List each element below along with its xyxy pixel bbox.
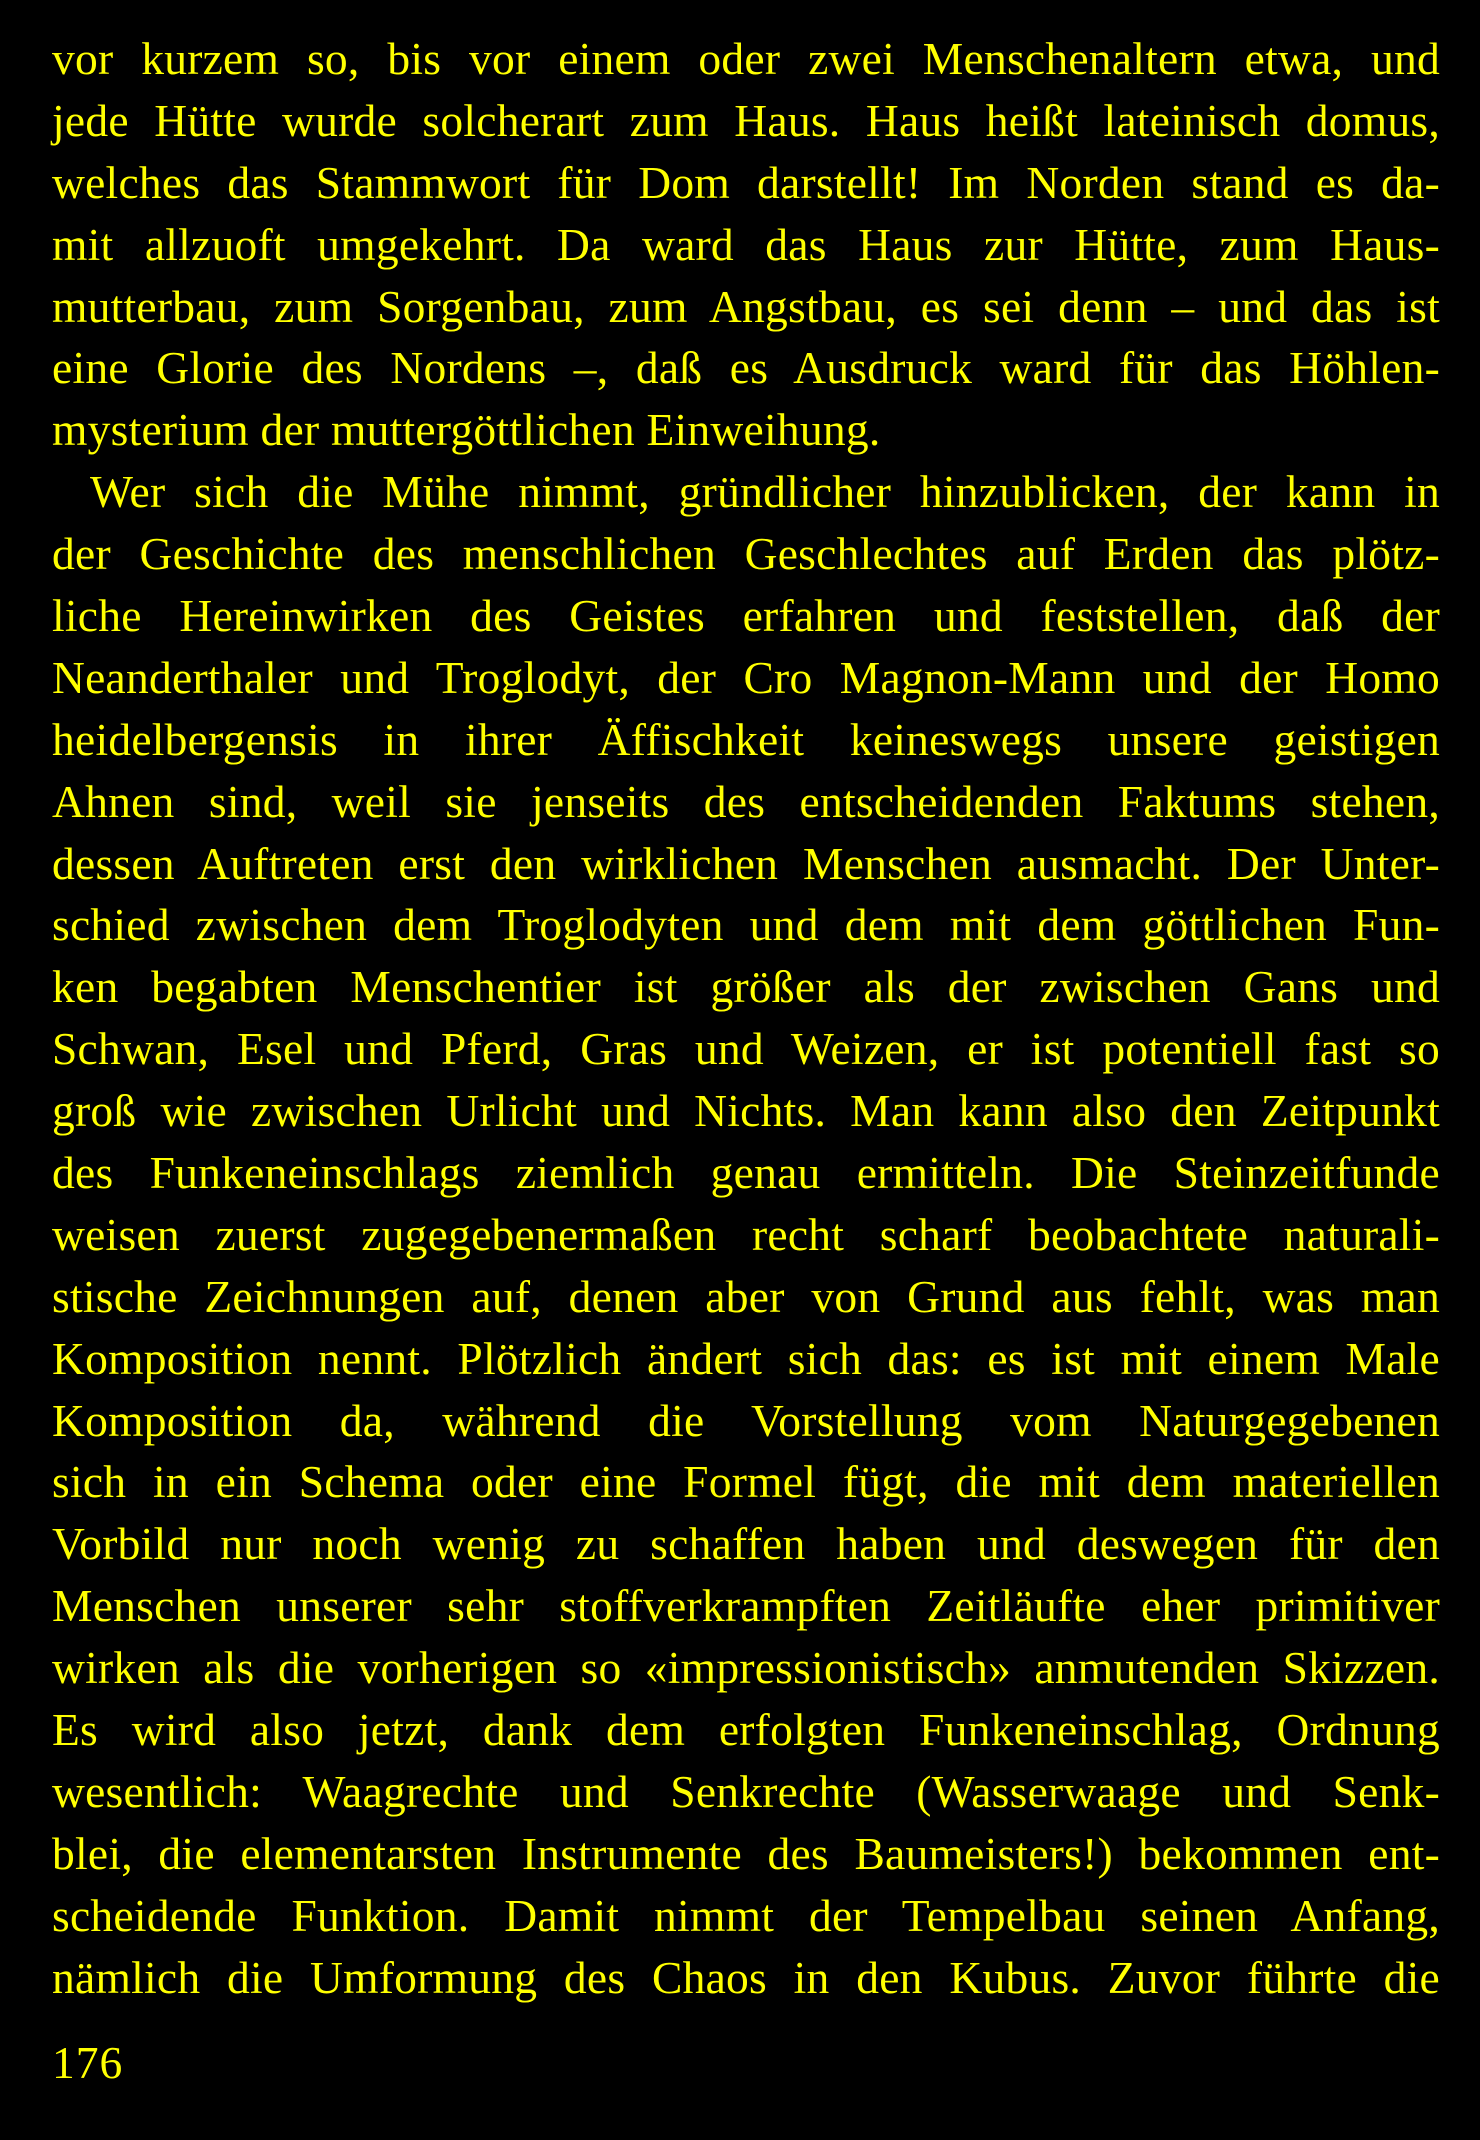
text-line: liche Hereinwirken des Geistes erfahren und feststellen, daß der bbox=[52, 590, 1440, 642]
text-line: dessen Auftreten erst den wirklichen Menschen ausmacht. Der Unter- bbox=[52, 837, 1440, 889]
text-line: Wer sich die Mühe nimmt, gründlicher hinzublicken, der kann in bbox=[90, 466, 1440, 518]
text-line: mutterbau, zum Sorgenbau, zum Angstbau, es sei denn – und das ist bbox=[52, 280, 1440, 332]
text-line: heidelbergensis in ihrer Äffischkeit keineswegs unsere geistigen bbox=[52, 713, 1440, 765]
text-line: Komposition da, während die Vorstellung vom Naturgegebenen bbox=[52, 1394, 1440, 1446]
text-line: eine Glorie des Nordens –, daß es Ausdruck ward für das Höhlen- bbox=[52, 342, 1440, 394]
text-line: Vorbild nur noch wenig zu schaffen haben und deswegen für den bbox=[52, 1518, 1440, 1570]
text-line: Es wird also jetzt, dank dem erfolgten Funkeneinschlag, Ordnung bbox=[52, 1704, 1440, 1756]
text-line: welches das Stammwort für Dom darstellt! Im Norden stand es da- bbox=[52, 156, 1440, 208]
text-line: mysterium der muttergöttlichen Einweihung. bbox=[52, 404, 881, 456]
text-line: jede Hütte wurde solcherart zum Haus. Haus heißt lateinisch domus, bbox=[52, 94, 1440, 146]
body-text bbox=[52, 28, 1440, 2009]
text-line: wirken als die vorherigen so «impressionistisch» anmutenden Skizzen. bbox=[52, 1642, 1440, 1694]
page-number: 176 bbox=[52, 2037, 124, 2088]
text-line: Neanderthaler und Troglodyt, der Cro Magnon-Mann und der Homo bbox=[52, 651, 1440, 703]
text-line: Schwan, Esel und Pferd, Gras und Weizen, er ist potentiell fast so bbox=[52, 1023, 1440, 1075]
text-line: mit allzuoft umgekehrt. Da ward das Haus zur Hütte, zum Haus- bbox=[52, 218, 1440, 270]
text-line: Menschen unserer sehr stoffverkrampften Zeitläufte eher primitiver bbox=[52, 1580, 1440, 1632]
text-line: stische Zeichnungen auf, denen aber von Grund aus fehlt, was man bbox=[52, 1270, 1440, 1322]
text-line: Ahnen sind, weil sie jenseits des entscheidenden Faktums stehen, bbox=[52, 775, 1440, 827]
paragraph bbox=[52, 28, 1440, 461]
text-line: groß wie zwischen Urlicht und Nichts. Man kann also den Zeitpunkt bbox=[52, 1085, 1440, 1137]
text-line: blei, die elementarsten Instrumente des Baumeisters!) bekommen ent- bbox=[52, 1827, 1440, 1879]
text-line: sich in ein Schema oder eine Formel fügt, die mit dem materiellen bbox=[52, 1456, 1440, 1508]
paragraph bbox=[52, 461, 1440, 2008]
text-line: des Funkeneinschlags ziemlich genau ermitteln. Die Steinzeitfunde bbox=[52, 1147, 1440, 1199]
text-line: wesentlich: Waagrechte und Senkrechte (Wasserwaage und Senk- bbox=[52, 1765, 1440, 1817]
text-line: ken begabten Menschentier ist größer als der zwischen Gans und bbox=[52, 961, 1440, 1013]
text-line: nämlich die Umformung des Chaos in den Kubus. Zuvor führte die bbox=[52, 1951, 1440, 2003]
text-line: weisen zuerst zugegebenermaßen recht scharf beobachtete naturali- bbox=[52, 1208, 1440, 1260]
text-line: vor kurzem so, bis vor einem oder zwei Menschenaltern etwa, und bbox=[52, 33, 1440, 84]
text-line: der Geschichte des menschlichen Geschlechtes auf Erden das plötz- bbox=[52, 528, 1440, 580]
text-line: scheidende Funktion. Damit nimmt der Tempelbau seinen Anfang, bbox=[52, 1889, 1440, 1941]
text-line: Komposition nennt. Plötzlich ändert sich das: es ist mit einem Male bbox=[52, 1332, 1440, 1384]
text-line: schied zwischen dem Troglodyten und dem mit dem göttlichen Fun- bbox=[52, 899, 1440, 951]
